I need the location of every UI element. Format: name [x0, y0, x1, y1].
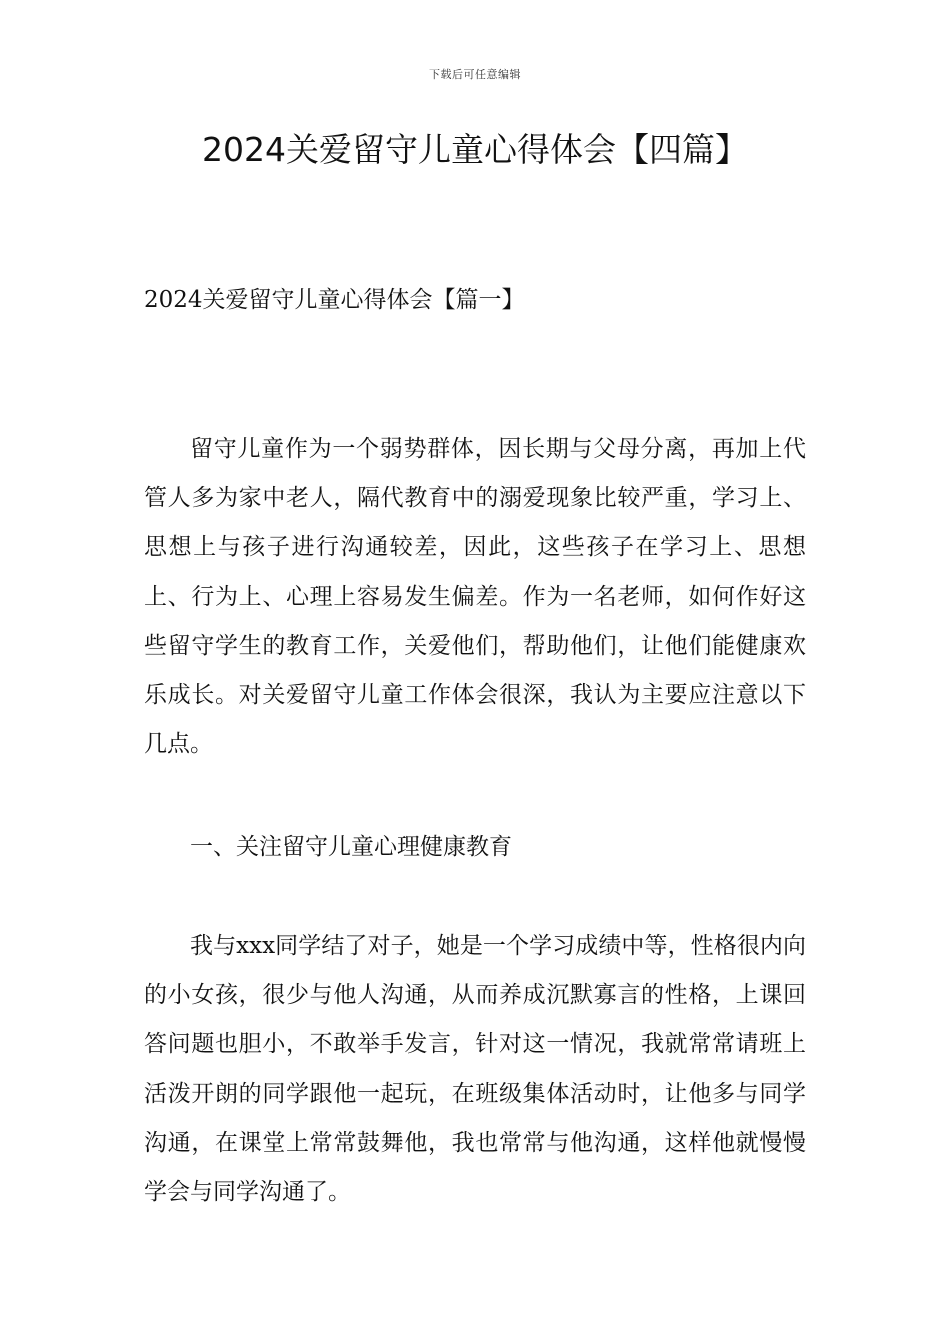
sub-heading: 一、关注留守儿童心理健康教育 — [190, 834, 512, 860]
body-paragraph: 留守儿童作为一个弱势群体，因长期与父母分离，再加上代管人多为家中老人，隔代教育中的溺爱现象比较严重，学习上、思想上与孩子进行沟通较差，因此，这些孩子在学习上、思想上、行为上、心理上容易发生偏差。作为一名老师，如何作好这些留守学生的教育工作，关爱他们，帮助他们，让他们能健康欢乐成长。对关爱留守儿童工作体会很深，我认为主要应注意以下几点。 — [144, 436, 806, 758]
body-paragraph: 我与xxx同学结了对子，她是一个学习成绩中等，性格很内向的小女孩，很少与他人沟通，从而养成沉默寡言的性格，上课回答问题也胆小，不敢举手发言，针对这一情况，我就常常请班上活泼开朗的同学跟他一起玩，在班级集体活动时，让他多与同学沟通，在课堂上常常鼓舞他，我也常常与他沟通，这样他就慢慢学会与同学沟通了。 — [144, 933, 806, 1206]
document-title: 2024关爱留守儿童心得体会【四篇】 — [202, 130, 748, 169]
section-title: 2024关爱留守儿童心得体会【篇一】 — [144, 287, 525, 313]
header-note: 下载后可任意编辑 — [429, 68, 521, 81]
